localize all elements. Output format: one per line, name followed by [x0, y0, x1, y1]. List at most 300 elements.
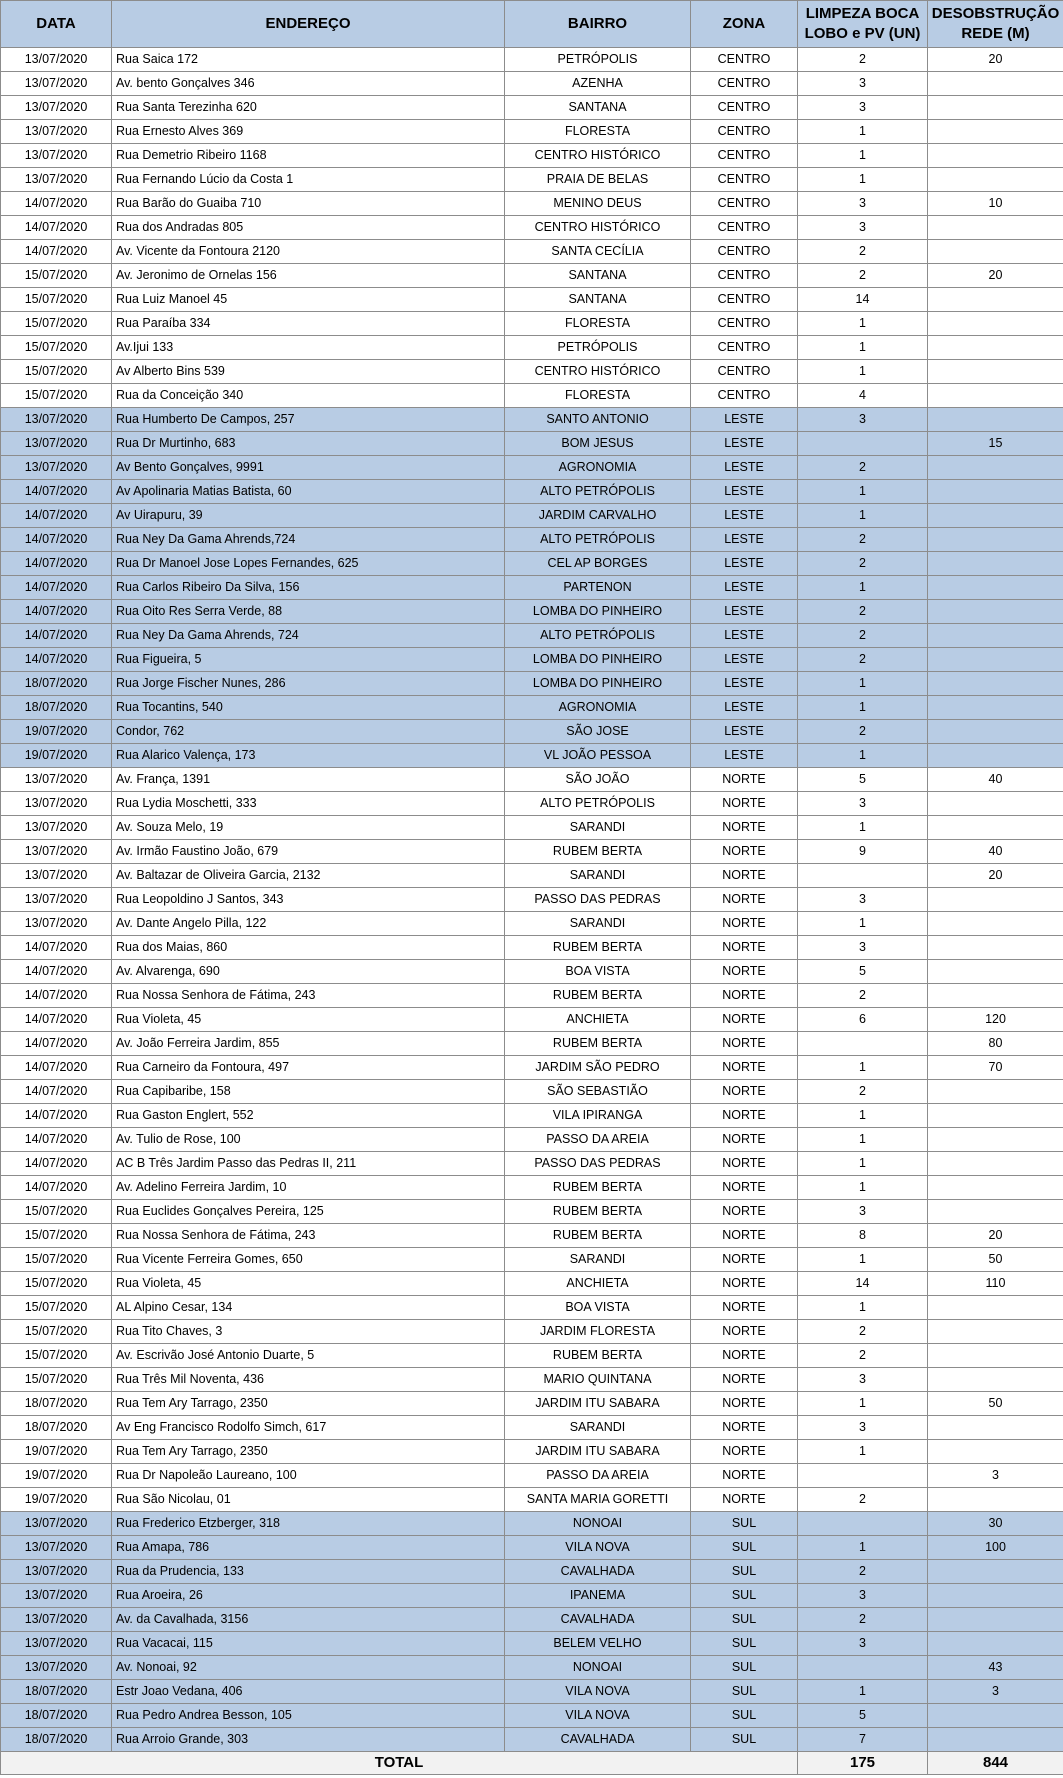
cell-desobstrucao[interactable] [928, 384, 1063, 408]
cell-desobstrucao[interactable] [928, 720, 1063, 744]
cell-limpeza[interactable] [798, 432, 928, 456]
cell-data[interactable]: 18/07/2020 [1, 1680, 112, 1704]
cell-data[interactable]: 14/07/2020 [1, 624, 112, 648]
cell-limpeza[interactable]: 1 [798, 1176, 928, 1200]
cell-limpeza[interactable]: 3 [798, 216, 928, 240]
cell-desobstrucao[interactable] [928, 648, 1063, 672]
cell-endereco[interactable]: Rua Barão do Guaiba 710 [112, 192, 505, 216]
cell-endereco[interactable]: Rua da Prudencia, 133 [112, 1560, 505, 1584]
cell-data[interactable]: 18/07/2020 [1, 672, 112, 696]
cell-endereco[interactable]: Av. Nonoai, 92 [112, 1656, 505, 1680]
cell-endereco[interactable]: Av Bento Gonçalves, 9991 [112, 456, 505, 480]
cell-data[interactable]: 13/07/2020 [1, 1536, 112, 1560]
cell-endereco[interactable]: Rua Euclides Gonçalves Pereira, 125 [112, 1200, 505, 1224]
cell-endereco[interactable]: Av Eng Francisco Rodolfo Simch, 617 [112, 1416, 505, 1440]
cell-desobstrucao[interactable] [928, 552, 1063, 576]
cell-zona[interactable]: NORTE [691, 1056, 798, 1080]
cell-limpeza[interactable]: 1 [798, 672, 928, 696]
cell-limpeza[interactable]: 14 [798, 288, 928, 312]
cell-limpeza[interactable]: 1 [798, 816, 928, 840]
cell-bairro[interactable]: SARANDI [505, 864, 691, 888]
cell-data[interactable]: 15/07/2020 [1, 1344, 112, 1368]
cell-limpeza[interactable]: 3 [798, 408, 928, 432]
cell-bairro[interactable]: LOMBA DO PINHEIRO [505, 648, 691, 672]
cell-bairro[interactable]: CEL AP BORGES [505, 552, 691, 576]
cell-zona[interactable]: LESTE [691, 648, 798, 672]
cell-bairro[interactable]: RUBEM BERTA [505, 1176, 691, 1200]
cell-endereco[interactable]: Rua Pedro Andrea Besson, 105 [112, 1704, 505, 1728]
cell-zona[interactable]: NORTE [691, 1344, 798, 1368]
cell-desobstrucao[interactable] [928, 672, 1063, 696]
cell-data[interactable]: 14/07/2020 [1, 552, 112, 576]
cell-limpeza[interactable]: 3 [798, 792, 928, 816]
cell-zona[interactable]: NORTE [691, 960, 798, 984]
cell-desobstrucao[interactable]: 80 [928, 1032, 1063, 1056]
cell-data[interactable]: 13/07/2020 [1, 840, 112, 864]
cell-zona[interactable]: NORTE [691, 1008, 798, 1032]
cell-zona[interactable]: SUL [691, 1680, 798, 1704]
cell-bairro[interactable]: SANTANA [505, 96, 691, 120]
cell-zona[interactable]: NORTE [691, 1176, 798, 1200]
cell-endereco[interactable]: Rua Demetrio Ribeiro 1168 [112, 144, 505, 168]
cell-desobstrucao[interactable]: 20 [928, 1224, 1063, 1248]
cell-zona[interactable]: NORTE [691, 1248, 798, 1272]
cell-bairro[interactable]: NONOAI [505, 1656, 691, 1680]
cell-bairro[interactable]: RUBEM BERTA [505, 1224, 691, 1248]
cell-desobstrucao[interactable] [928, 1440, 1063, 1464]
cell-endereco[interactable]: Rua Paraíba 334 [112, 312, 505, 336]
cell-zona[interactable]: CENTRO [691, 144, 798, 168]
cell-bairro[interactable]: SARANDI [505, 816, 691, 840]
cell-desobstrucao[interactable] [928, 624, 1063, 648]
cell-desobstrucao[interactable] [928, 240, 1063, 264]
cell-limpeza[interactable]: 2 [798, 1344, 928, 1368]
cell-bairro[interactable]: PETRÓPOLIS [505, 336, 691, 360]
cell-desobstrucao[interactable] [928, 216, 1063, 240]
cell-bairro[interactable]: NONOAI [505, 1512, 691, 1536]
cell-limpeza[interactable]: 1 [798, 912, 928, 936]
cell-data[interactable]: 14/07/2020 [1, 648, 112, 672]
cell-zona[interactable]: CENTRO [691, 264, 798, 288]
cell-zona[interactable]: NORTE [691, 1128, 798, 1152]
cell-data[interactable]: 13/07/2020 [1, 408, 112, 432]
cell-bairro[interactable]: CENTRO HISTÓRICO [505, 360, 691, 384]
cell-desobstrucao[interactable] [928, 912, 1063, 936]
cell-limpeza[interactable]: 9 [798, 840, 928, 864]
cell-desobstrucao[interactable] [928, 984, 1063, 1008]
cell-endereco[interactable]: Av. Vicente da Fontoura 2120 [112, 240, 505, 264]
cell-data[interactable]: 19/07/2020 [1, 1464, 112, 1488]
cell-data[interactable]: 15/07/2020 [1, 1320, 112, 1344]
cell-endereco[interactable]: AC B Três Jardim Passo das Pedras II, 211 [112, 1152, 505, 1176]
cell-bairro[interactable]: CENTRO HISTÓRICO [505, 144, 691, 168]
cell-limpeza[interactable]: 5 [798, 1704, 928, 1728]
cell-desobstrucao[interactable] [928, 1080, 1063, 1104]
cell-bairro[interactable]: CAVALHADA [505, 1608, 691, 1632]
cell-endereco[interactable]: Av. Jeronimo de Ornelas 156 [112, 264, 505, 288]
cell-endereco[interactable]: Av.Ijui 133 [112, 336, 505, 360]
cell-desobstrucao[interactable] [928, 816, 1063, 840]
cell-limpeza[interactable]: 1 [798, 1440, 928, 1464]
cell-desobstrucao[interactable] [928, 1128, 1063, 1152]
cell-limpeza[interactable]: 1 [798, 1296, 928, 1320]
cell-zona[interactable]: SUL [691, 1632, 798, 1656]
cell-bairro[interactable]: FLORESTA [505, 384, 691, 408]
cell-desobstrucao[interactable] [928, 528, 1063, 552]
cell-limpeza[interactable] [798, 1512, 928, 1536]
cell-data[interactable]: 14/07/2020 [1, 600, 112, 624]
cell-desobstrucao[interactable] [928, 600, 1063, 624]
cell-endereco[interactable]: Av. Dante Angelo Pilla, 122 [112, 912, 505, 936]
cell-zona[interactable]: NORTE [691, 936, 798, 960]
cell-limpeza[interactable] [798, 1656, 928, 1680]
cell-endereco[interactable]: Rua dos Andradas 805 [112, 216, 505, 240]
cell-limpeza[interactable]: 1 [798, 1152, 928, 1176]
cell-bairro[interactable]: FLORESTA [505, 120, 691, 144]
cell-bairro[interactable]: AZENHA [505, 72, 691, 96]
cell-bairro[interactable]: CAVALHADA [505, 1560, 691, 1584]
cell-desobstrucao[interactable] [928, 1320, 1063, 1344]
cell-zona[interactable]: LESTE [691, 696, 798, 720]
cell-data[interactable]: 18/07/2020 [1, 696, 112, 720]
cell-bairro[interactable]: PARTENON [505, 576, 691, 600]
cell-data[interactable]: 14/07/2020 [1, 1104, 112, 1128]
cell-bairro[interactable]: AGRONOMIA [505, 696, 691, 720]
cell-endereco[interactable]: Rua Lydia Moschetti, 333 [112, 792, 505, 816]
cell-desobstrucao[interactable]: 50 [928, 1248, 1063, 1272]
cell-data[interactable]: 13/07/2020 [1, 816, 112, 840]
cell-desobstrucao[interactable] [928, 504, 1063, 528]
cell-endereco[interactable]: Av. Baltazar de Oliveira Garcia, 2132 [112, 864, 505, 888]
cell-desobstrucao[interactable]: 50 [928, 1392, 1063, 1416]
cell-data[interactable]: 15/07/2020 [1, 1368, 112, 1392]
cell-limpeza[interactable]: 3 [798, 888, 928, 912]
cell-data[interactable]: 14/07/2020 [1, 240, 112, 264]
cell-desobstrucao[interactable]: 120 [928, 1008, 1063, 1032]
cell-limpeza[interactable]: 2 [798, 1080, 928, 1104]
cell-bairro[interactable]: RUBEM BERTA [505, 1200, 691, 1224]
cell-bairro[interactable]: CAVALHADA [505, 1728, 691, 1752]
cell-data[interactable]: 13/07/2020 [1, 888, 112, 912]
cell-limpeza[interactable]: 2 [798, 984, 928, 1008]
cell-data[interactable]: 15/07/2020 [1, 1296, 112, 1320]
cell-bairro[interactable]: RUBEM BERTA [505, 1344, 691, 1368]
cell-data[interactable]: 14/07/2020 [1, 1152, 112, 1176]
cell-zona[interactable]: SUL [691, 1704, 798, 1728]
cell-zona[interactable]: SUL [691, 1512, 798, 1536]
cell-limpeza[interactable]: 4 [798, 384, 928, 408]
cell-zona[interactable]: LESTE [691, 744, 798, 768]
cell-zona[interactable]: NORTE [691, 864, 798, 888]
cell-desobstrucao[interactable] [928, 312, 1063, 336]
cell-limpeza[interactable]: 6 [798, 1008, 928, 1032]
cell-zona[interactable]: CENTRO [691, 192, 798, 216]
cell-endereco[interactable]: Rua Luiz Manoel 45 [112, 288, 505, 312]
cell-bairro[interactable]: RUBEM BERTA [505, 1032, 691, 1056]
cell-data[interactable]: 18/07/2020 [1, 1392, 112, 1416]
cell-zona[interactable]: NORTE [691, 768, 798, 792]
cell-endereco[interactable]: Rua da Conceição 340 [112, 384, 505, 408]
cell-zona[interactable]: CENTRO [691, 96, 798, 120]
cell-zona[interactable]: LESTE [691, 672, 798, 696]
cell-bairro[interactable]: PRAIA DE BELAS [505, 168, 691, 192]
cell-limpeza[interactable]: 1 [798, 1104, 928, 1128]
cell-zona[interactable]: NORTE [691, 792, 798, 816]
cell-zona[interactable]: SUL [691, 1560, 798, 1584]
cell-desobstrucao[interactable] [928, 336, 1063, 360]
cell-bairro[interactable]: ALTO PETRÓPOLIS [505, 624, 691, 648]
cell-zona[interactable]: CENTRO [691, 72, 798, 96]
cell-endereco[interactable]: Rua Violeta, 45 [112, 1008, 505, 1032]
cell-limpeza[interactable]: 2 [798, 1560, 928, 1584]
cell-zona[interactable]: LESTE [691, 600, 798, 624]
cell-data[interactable]: 15/07/2020 [1, 312, 112, 336]
cell-data[interactable]: 14/07/2020 [1, 960, 112, 984]
cell-bairro[interactable]: SARANDI [505, 1248, 691, 1272]
cell-endereco[interactable]: Rua Violeta, 45 [112, 1272, 505, 1296]
cell-desobstrucao[interactable] [928, 1200, 1063, 1224]
cell-limpeza[interactable]: 3 [798, 192, 928, 216]
cell-data[interactable]: 19/07/2020 [1, 1440, 112, 1464]
cell-desobstrucao[interactable] [928, 792, 1063, 816]
cell-zona[interactable]: NORTE [691, 1416, 798, 1440]
cell-desobstrucao[interactable]: 20 [928, 264, 1063, 288]
cell-desobstrucao[interactable]: 43 [928, 1656, 1063, 1680]
cell-bairro[interactable]: PETRÓPOLIS [505, 48, 691, 72]
cell-endereco[interactable]: Rua Dr Manoel Jose Lopes Fernandes, 625 [112, 552, 505, 576]
cell-endereco[interactable]: Av. da Cavalhada, 3156 [112, 1608, 505, 1632]
cell-desobstrucao[interactable] [928, 1416, 1063, 1440]
cell-desobstrucao[interactable] [928, 120, 1063, 144]
cell-data[interactable]: 15/07/2020 [1, 360, 112, 384]
cell-bairro[interactable]: SARANDI [505, 912, 691, 936]
cell-bairro[interactable]: SANTANA [505, 264, 691, 288]
header-data[interactable]: DATA [1, 1, 112, 48]
cell-limpeza[interactable]: 3 [798, 1200, 928, 1224]
cell-bairro[interactable]: SANTO ANTONIO [505, 408, 691, 432]
cell-limpeza[interactable]: 1 [798, 360, 928, 384]
cell-limpeza[interactable]: 1 [798, 696, 928, 720]
header-zona[interactable]: ZONA [691, 1, 798, 48]
cell-zona[interactable]: SUL [691, 1584, 798, 1608]
cell-zona[interactable]: NORTE [691, 1392, 798, 1416]
cell-data[interactable]: 19/07/2020 [1, 1488, 112, 1512]
cell-data[interactable]: 15/07/2020 [1, 1224, 112, 1248]
cell-zona[interactable]: CENTRO [691, 360, 798, 384]
cell-endereco[interactable]: Rua Tocantins, 540 [112, 696, 505, 720]
cell-endereco[interactable]: Rua Carneiro da Fontoura, 497 [112, 1056, 505, 1080]
cell-bairro[interactable]: SANTA CECÍLIA [505, 240, 691, 264]
cell-data[interactable]: 14/07/2020 [1, 576, 112, 600]
cell-bairro[interactable]: JARDIM FLORESTA [505, 1320, 691, 1344]
cell-limpeza[interactable]: 3 [798, 1632, 928, 1656]
total-desobstrucao[interactable]: 844 [928, 1752, 1063, 1775]
cell-bairro[interactable]: PASSO DAS PEDRAS [505, 1152, 691, 1176]
cell-limpeza[interactable]: 7 [798, 1728, 928, 1752]
cell-endereco[interactable]: Rua Ney Da Gama Ahrends, 724 [112, 624, 505, 648]
cell-endereco[interactable]: Rua Nossa Senhora de Fátima, 243 [112, 984, 505, 1008]
cell-desobstrucao[interactable]: 20 [928, 864, 1063, 888]
cell-bairro[interactable]: VILA NOVA [505, 1704, 691, 1728]
cell-desobstrucao[interactable] [928, 1560, 1063, 1584]
cell-endereco[interactable]: Av Alberto Bins 539 [112, 360, 505, 384]
cell-data[interactable]: 13/07/2020 [1, 48, 112, 72]
cell-data[interactable]: 13/07/2020 [1, 1584, 112, 1608]
cell-limpeza[interactable]: 1 [798, 312, 928, 336]
cell-zona[interactable]: NORTE [691, 1320, 798, 1344]
cell-bairro[interactable]: PASSO DA AREIA [505, 1464, 691, 1488]
cell-desobstrucao[interactable] [928, 1104, 1063, 1128]
cell-endereco[interactable]: Rua Leopoldino J Santos, 343 [112, 888, 505, 912]
cell-endereco[interactable]: Av Uirapuru, 39 [112, 504, 505, 528]
cell-data[interactable]: 13/07/2020 [1, 1608, 112, 1632]
cell-endereco[interactable]: Rua Três Mil Noventa, 436 [112, 1368, 505, 1392]
cell-bairro[interactable]: ALTO PETRÓPOLIS [505, 792, 691, 816]
cell-endereco[interactable]: Rua Oito Res Serra Verde, 88 [112, 600, 505, 624]
cell-bairro[interactable]: JARDIM CARVALHO [505, 504, 691, 528]
cell-zona[interactable]: NORTE [691, 1152, 798, 1176]
cell-endereco[interactable]: Rua Nossa Senhora de Fátima, 243 [112, 1224, 505, 1248]
cell-endereco[interactable]: Av Apolinaria Matias Batista, 60 [112, 480, 505, 504]
cell-limpeza[interactable]: 1 [798, 504, 928, 528]
cell-zona[interactable]: LESTE [691, 504, 798, 528]
cell-data[interactable]: 13/07/2020 [1, 792, 112, 816]
cell-endereco[interactable]: Av. João Ferreira Jardim, 855 [112, 1032, 505, 1056]
cell-limpeza[interactable]: 1 [798, 1680, 928, 1704]
cell-data[interactable]: 14/07/2020 [1, 1176, 112, 1200]
cell-limpeza[interactable]: 1 [798, 576, 928, 600]
cell-zona[interactable]: CENTRO [691, 216, 798, 240]
cell-data[interactable]: 13/07/2020 [1, 768, 112, 792]
cell-zona[interactable]: NORTE [691, 840, 798, 864]
cell-endereco[interactable]: Av. Irmão Faustino João, 679 [112, 840, 505, 864]
cell-desobstrucao[interactable] [928, 1488, 1063, 1512]
cell-zona[interactable]: SUL [691, 1536, 798, 1560]
cell-zona[interactable]: SUL [691, 1728, 798, 1752]
cell-desobstrucao[interactable]: 15 [928, 432, 1063, 456]
cell-desobstrucao[interactable]: 110 [928, 1272, 1063, 1296]
cell-bairro[interactable]: BOM JESUS [505, 432, 691, 456]
cell-endereco[interactable]: Av. França, 1391 [112, 768, 505, 792]
cell-desobstrucao[interactable] [928, 288, 1063, 312]
cell-zona[interactable]: LESTE [691, 624, 798, 648]
cell-endereco[interactable]: Rua Dr Napoleão Laureano, 100 [112, 1464, 505, 1488]
cell-data[interactable]: 19/07/2020 [1, 720, 112, 744]
cell-data[interactable]: 15/07/2020 [1, 1200, 112, 1224]
cell-endereco[interactable]: Rua Aroeira, 26 [112, 1584, 505, 1608]
cell-zona[interactable]: LESTE [691, 480, 798, 504]
cell-desobstrucao[interactable]: 70 [928, 1056, 1063, 1080]
cell-zona[interactable]: NORTE [691, 1104, 798, 1128]
cell-data[interactable]: 14/07/2020 [1, 192, 112, 216]
cell-data[interactable]: 14/07/2020 [1, 1032, 112, 1056]
cell-data[interactable]: 13/07/2020 [1, 120, 112, 144]
cell-desobstrucao[interactable] [928, 1296, 1063, 1320]
cell-endereco[interactable]: Rua Figueira, 5 [112, 648, 505, 672]
cell-limpeza[interactable] [798, 1464, 928, 1488]
cell-data[interactable]: 15/07/2020 [1, 264, 112, 288]
cell-zona[interactable]: LESTE [691, 432, 798, 456]
cell-endereco[interactable]: Rua Tem Ary Tarrago, 2350 [112, 1392, 505, 1416]
cell-zona[interactable]: NORTE [691, 1080, 798, 1104]
cell-limpeza[interactable]: 8 [798, 1224, 928, 1248]
cell-zona[interactable]: CENTRO [691, 48, 798, 72]
cell-limpeza[interactable]: 1 [798, 744, 928, 768]
cell-desobstrucao[interactable] [928, 888, 1063, 912]
cell-zona[interactable]: NORTE [691, 1488, 798, 1512]
cell-zona[interactable]: NORTE [691, 888, 798, 912]
cell-data[interactable]: 15/07/2020 [1, 288, 112, 312]
cell-data[interactable]: 14/07/2020 [1, 528, 112, 552]
cell-zona[interactable]: LESTE [691, 408, 798, 432]
cell-limpeza[interactable]: 2 [798, 456, 928, 480]
cell-bairro[interactable]: BOA VISTA [505, 1296, 691, 1320]
cell-limpeza[interactable]: 3 [798, 1584, 928, 1608]
cell-bairro[interactable]: RUBEM BERTA [505, 840, 691, 864]
cell-bairro[interactable]: SANTANA [505, 288, 691, 312]
cell-desobstrucao[interactable] [928, 1344, 1063, 1368]
cell-desobstrucao[interactable]: 100 [928, 1536, 1063, 1560]
cell-endereco[interactable]: Rua Fernando Lúcio da Costa 1 [112, 168, 505, 192]
cell-limpeza[interactable]: 1 [798, 1248, 928, 1272]
cell-bairro[interactable]: JARDIM ITU SABARA [505, 1392, 691, 1416]
cell-limpeza[interactable]: 1 [798, 1056, 928, 1080]
cell-limpeza[interactable]: 1 [798, 1536, 928, 1560]
cell-zona[interactable]: CENTRO [691, 312, 798, 336]
cell-data[interactable]: 13/07/2020 [1, 864, 112, 888]
cell-endereco[interactable]: Rua Vacacai, 115 [112, 1632, 505, 1656]
cell-data[interactable]: 14/07/2020 [1, 936, 112, 960]
cell-endereco[interactable]: Rua Vicente Ferreira Gomes, 650 [112, 1248, 505, 1272]
cell-limpeza[interactable]: 1 [798, 144, 928, 168]
cell-data[interactable]: 15/07/2020 [1, 384, 112, 408]
cell-bairro[interactable]: RUBEM BERTA [505, 984, 691, 1008]
cell-bairro[interactable]: SÃO SEBASTIÃO [505, 1080, 691, 1104]
cell-endereco[interactable]: Rua Tem Ary Tarrago, 2350 [112, 1440, 505, 1464]
cell-zona[interactable]: LESTE [691, 576, 798, 600]
cell-data[interactable]: 15/07/2020 [1, 1248, 112, 1272]
cell-zona[interactable]: NORTE [691, 1032, 798, 1056]
cell-desobstrucao[interactable] [928, 1608, 1063, 1632]
cell-desobstrucao[interactable] [928, 1704, 1063, 1728]
cell-limpeza[interactable]: 1 [798, 480, 928, 504]
total-limpeza[interactable]: 175 [798, 1752, 928, 1775]
cell-endereco[interactable]: Rua Frederico Etzberger, 318 [112, 1512, 505, 1536]
cell-bairro[interactable]: MENINO DEUS [505, 192, 691, 216]
cell-desobstrucao[interactable] [928, 696, 1063, 720]
cell-endereco[interactable]: Av. Alvarenga, 690 [112, 960, 505, 984]
cell-desobstrucao[interactable] [928, 72, 1063, 96]
cell-data[interactable]: 18/07/2020 [1, 1704, 112, 1728]
cell-zona[interactable]: SUL [691, 1656, 798, 1680]
cell-bairro[interactable]: LOMBA DO PINHEIRO [505, 672, 691, 696]
cell-limpeza[interactable]: 3 [798, 96, 928, 120]
cell-bairro[interactable]: VL JOÃO PESSOA [505, 744, 691, 768]
cell-zona[interactable]: LESTE [691, 720, 798, 744]
cell-data[interactable]: 13/07/2020 [1, 168, 112, 192]
cell-desobstrucao[interactable] [928, 960, 1063, 984]
cell-bairro[interactable]: BELEM VELHO [505, 1632, 691, 1656]
cell-limpeza[interactable]: 3 [798, 1368, 928, 1392]
cell-data[interactable]: 13/07/2020 [1, 1560, 112, 1584]
cell-endereco[interactable]: Rua Jorge Fischer Nunes, 286 [112, 672, 505, 696]
cell-limpeza[interactable]: 1 [798, 1392, 928, 1416]
cell-limpeza[interactable]: 2 [798, 624, 928, 648]
cell-bairro[interactable]: VILA NOVA [505, 1680, 691, 1704]
cell-bairro[interactable]: SANTA MARIA GORETTI [505, 1488, 691, 1512]
cell-desobstrucao[interactable] [928, 480, 1063, 504]
cell-endereco[interactable]: Rua Santa Terezinha 620 [112, 96, 505, 120]
